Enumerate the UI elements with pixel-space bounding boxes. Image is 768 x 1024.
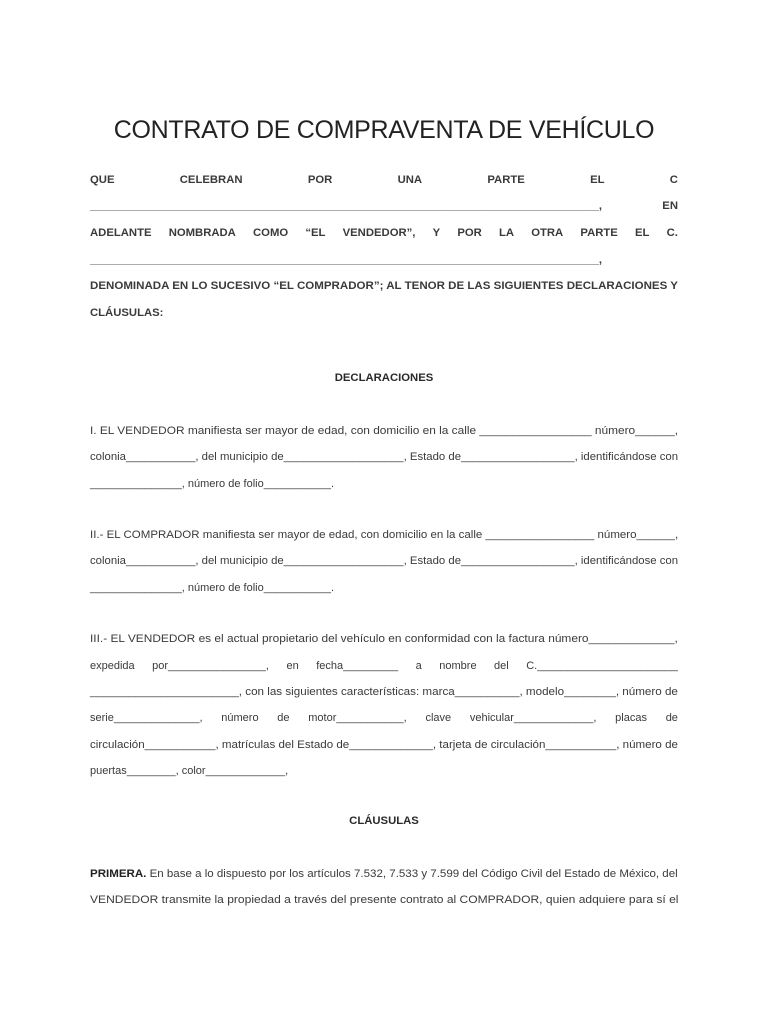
declaration-word: de (665, 712, 678, 724)
declaration-text: circulación___________, matrículas del Estado de_____________, tarjeta de circulación___________, número de (90, 739, 678, 751)
intro-word: “EL (305, 227, 326, 239)
declaration-word: vehicular_____________, (469, 712, 597, 724)
intro-line-1 (90, 172, 678, 188)
intro-word: POR (307, 174, 333, 186)
document-title: CONTRATO DE COMPRAVENTA DE VEHÍCULO (113, 116, 655, 144)
declaration-3-line-2 (90, 658, 678, 674)
declaration-2-line-1 (90, 527, 678, 543)
intro-word: COMO (253, 227, 289, 239)
declaration-3-line-5 (90, 737, 678, 753)
declaration-1-line-3 (90, 476, 678, 492)
intro-word: UNA (397, 174, 423, 186)
intro-word: PARTE (487, 174, 525, 186)
intro-text: CLÁUSULAS: (90, 307, 164, 319)
intro-word: ADELANTE (90, 227, 152, 239)
seller-name-blank: _________________________________________________________________________________, (90, 200, 603, 212)
declaration-1-line-1 (90, 423, 678, 439)
declaration-word: placas (615, 712, 647, 724)
declaration-3-line-6 (90, 763, 678, 779)
declaration-3-line-3 (90, 684, 678, 700)
declaration-word: serie______________, (90, 712, 203, 724)
clausulas-heading: CLÁUSULAS (349, 815, 419, 827)
intro-line-4 (90, 252, 678, 268)
intro-word: VENDEDOR”, (342, 227, 416, 239)
intro-line-3 (90, 225, 678, 241)
declaration-3-line-4 (90, 710, 678, 726)
declaration-text: _______________, número de folio___________. (90, 582, 335, 594)
declaration-text: colonia___________, del municipio de___________________, Estado de__________________, identificándose con (90, 451, 679, 463)
intro-line-6 (90, 305, 678, 321)
intro-word: EL (635, 227, 650, 239)
intro-word: NOMBRADA (168, 227, 236, 239)
clause-text: VENDEDOR transmite la propiedad a través del presente contrato al COMPRADOR, quien adquiere para sí el (90, 894, 679, 906)
clause-primera-line-1 (90, 866, 678, 882)
declaration-text: puertas________, color_____________, (90, 765, 289, 777)
declaration-text: _______________________, con las siguientes características: marca__________, modelo________, número de (90, 686, 678, 698)
intro-word: EL (590, 174, 605, 186)
declaration-text: I. EL VENDEDOR manifiesta ser mayor de edad, con domicilio en la calle _________________ número______, (90, 425, 679, 437)
declaration-text: III.- EL VENDEDOR es el actual propietario del vehículo en conformidad con la factura número_____________, (90, 633, 678, 645)
intro-line-5 (90, 278, 678, 294)
intro-word: C. (666, 227, 678, 239)
declaration-word: a (415, 660, 422, 672)
declaration-word: clave (425, 712, 452, 724)
clause-text-part: En base a lo dispuesto por los artículos 7.532, 7.533 y 7.599 del Código Civil del Estado de México, del (146, 868, 678, 880)
intro-word: PARTE (580, 227, 618, 239)
declaration-word: en (286, 660, 299, 672)
clause-text (90, 866, 678, 882)
declaration-text: colonia___________, del municipio de___________________, Estado de__________________, identificándose con (90, 555, 679, 567)
declaration-word: C._______________________ (526, 660, 678, 672)
buyer-name-blank: _________________________________________________________________________________, (90, 254, 603, 266)
declaration-word: del (494, 660, 509, 672)
intro-word: LA (498, 227, 515, 239)
clause-primera-line-2 (90, 892, 678, 908)
intro-line-2 (90, 198, 678, 214)
declaration-1-line-2 (90, 449, 678, 465)
clause-label: PRIMERA. (90, 868, 147, 880)
intro-word: C (669, 174, 678, 186)
intro-word: CELEBRAN (179, 174, 243, 186)
declaration-word: motor___________, (308, 712, 407, 724)
declaration-2-line-2 (90, 553, 678, 569)
declaration-word: fecha_________ (316, 660, 399, 672)
intro-word: QUE (90, 174, 115, 186)
declaration-text: _______________, número de folio___________. (90, 478, 335, 490)
declaration-word: de (277, 712, 290, 724)
intro-text: DENOMINADA EN LO SUCESIVO “EL COMPRADOR”; AL TENOR DE LAS SIGUIENTES DECLARACIONES Y (90, 280, 678, 292)
declaration-word: expedida (90, 660, 135, 672)
intro-word: EN (662, 200, 678, 212)
declaration-word: por________________, (152, 660, 269, 672)
declaration-word: nombre (439, 660, 477, 672)
intro-word: Y (432, 227, 441, 239)
declaration-3-line-1 (90, 631, 678, 647)
intro-word: OTRA (531, 227, 564, 239)
declaration-text: II.- EL COMPRADOR manifiesta ser mayor de edad, con domicilio en la calle _________________ número______, (90, 529, 679, 541)
declaration-2-line-3 (90, 580, 678, 596)
intro-word: POR (457, 227, 482, 239)
declaration-word: número (221, 712, 259, 724)
declaraciones-heading: DECLARACIONES (334, 372, 434, 384)
